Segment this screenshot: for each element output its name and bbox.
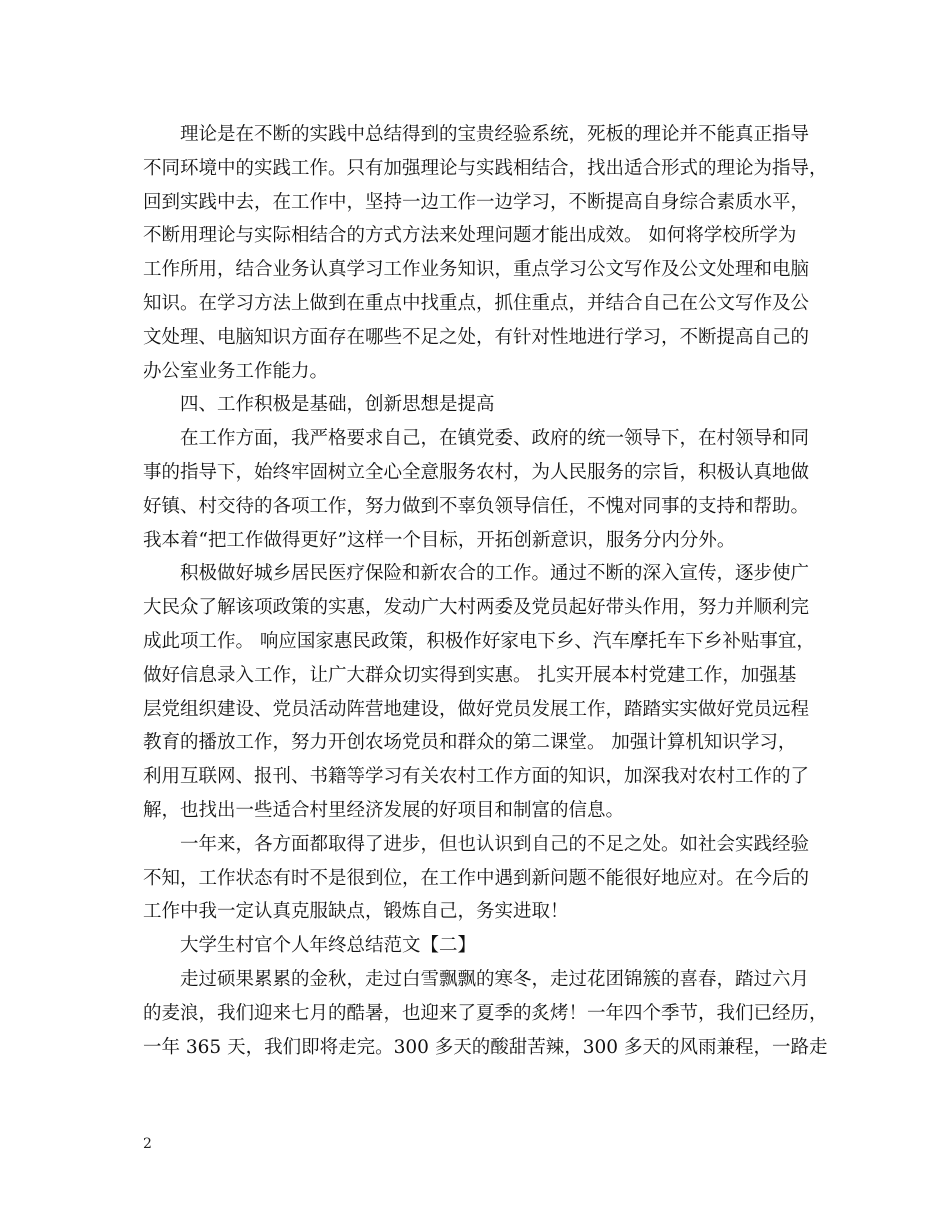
text-line: 工作中我一定认真克服缺点，锻炼自己，务实进取！ xyxy=(143,901,569,923)
text-line: 不断用理论与实际相结合的方式方法来处理问题才能出成效。 如何将学校所学为 xyxy=(143,225,797,247)
text-line: 一年 365 天，我们即将走完。300 多天的酸甜苦辣，300 多天的风雨兼程，一路走 xyxy=(143,1036,828,1058)
text-line: 利用互联网、报刊、书籍等学习有关农村工作方面的知识，加深我对农村工作的了 xyxy=(143,766,810,788)
text-line: 的麦浪，我们迎来七月的酷暑，也迎来了夏季的炙烤！一年四个季节，我们已经历， xyxy=(143,1002,828,1024)
text-block xyxy=(143,118,828,1064)
text-line: 工作所用，结合业务认真学习工作业务知识，重点学习公文写作及公文处理和电脑 xyxy=(143,259,810,281)
text-line: 不同环境中的实践工作。只有加强理论与实践相结合，找出适合形式的理论为指导， xyxy=(143,157,828,179)
text-line: 成此项工作。 响应国家惠民政策，积极作好家电下乡、汽车摩托车下乡补贴事宜， xyxy=(143,630,815,652)
page-number: 2 xyxy=(143,1136,152,1152)
text-line: 文处理、电脑知识方面存在哪些不足之处，有针对性地进行学习，不断提高自己的 xyxy=(143,326,810,348)
text-line: 好镇、村交待的各项工作，努力做到不辜负领导信任，不愧对同事的支持和帮助。 xyxy=(143,495,810,517)
body-text xyxy=(143,118,828,1064)
text-line: 不知，工作状态有时不是很到位，在工作中遇到新问题不能很好地应对。在今后的 xyxy=(143,867,810,889)
text-line: 做好信息录入工作，让广大群众切实得到实惠。 扎实开展本村党建工作，加强基 xyxy=(143,664,797,686)
section-heading: 四、工作积极是基础，创新思想是提高 xyxy=(180,394,495,416)
text-line: 积极做好城乡居民医疗保险和新农合的工作。通过不断的深入宣传，逐步使广 xyxy=(180,563,810,585)
text-line: 知识。在学习方法上做到在重点中找重点，抓住重点，并结合自己在公文写作及公 xyxy=(143,292,810,314)
text-line: 一年来，各方面都取得了进步，但也认识到自己的不足之处。如社会实践经验 xyxy=(180,833,810,855)
text-line: 层党组织建设、党员活动阵营地建设，做好党员发展工作，踏踏实实做好党员远程 xyxy=(143,698,810,720)
text-line: 教育的播放工作，努力开创农场党员和群众的第二课堂。 加强计算机知识学习， xyxy=(143,732,797,754)
text-line: 大民众了解该项政策的实惠，发动广大村两委及党员起好带头作用，努力并顺利完 xyxy=(143,597,810,619)
section-title: 大学生村官个人年终总结范文【二】 xyxy=(180,935,477,957)
text-line: 回到实践中去，在工作中，坚持一边工作一边学习，不断提高自身综合素质水平， xyxy=(143,191,810,213)
text-line: 办公室业务工作能力。 xyxy=(143,360,329,382)
text-line: 我本着“把工作做得更好”这样一个目标，开拓创新意识，服务分内分外。 xyxy=(143,529,736,551)
text-line: 解，也找出一些适合村里经济发展的好项目和制富的信息。 xyxy=(143,799,625,821)
text-line: 事的指导下，始终牢固树立全心全意服务农村，为人民服务的宗旨，积极认真地做 xyxy=(143,461,810,483)
text-line: 在工作方面，我严格要求自己，在镇党委、政府的统一领导下，在村领导和同 xyxy=(180,428,810,450)
text-line: 走过硕果累累的金秋，走过白雪飘飘的寒冬，走过花团锦簇的喜春，踏过六月 xyxy=(180,968,810,990)
text-line: 理论是在不断的实践中总结得到的宝贵经验系统，死板的理论并不能真正指导 xyxy=(180,124,810,145)
